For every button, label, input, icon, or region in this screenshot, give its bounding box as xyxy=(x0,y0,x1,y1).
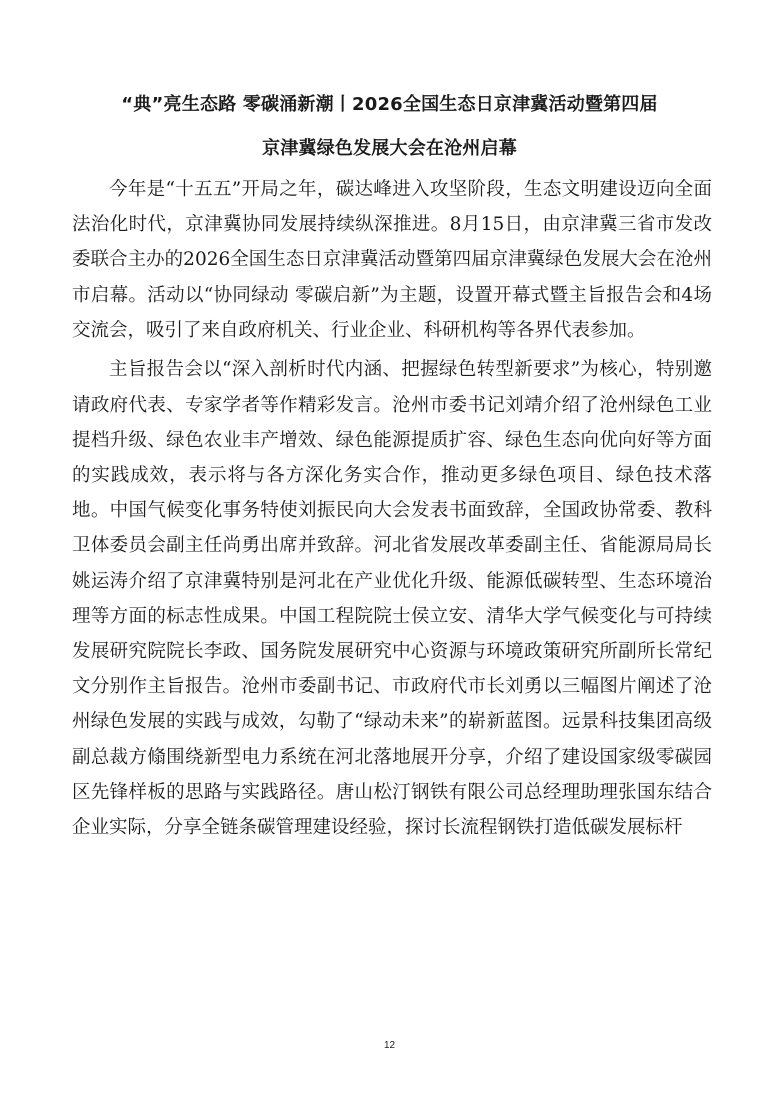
paragraph-keynote: 主旨报告会以“深入剖析时代内涵、把握绿色转型新要求”为核心，特别邀请政府代表、专家学者等作精彩发言。沧州市委书记刘靖介绍了沧州绿色工业提档升级、绿色农业丰产增效、绿色能源提质扩容、绿色生态向优向好等方面的实践成效，表示将与各方深化务实合作，推动更多绿色项目、绿色技术落地。中国气候变化事务特使刘振民向大会发表书面致辞，全国政协常委、教科卫体委员会副主任尚勇出席并致辞。河北省发展改革委副主任、省能源局局长姚运涛介绍了京津冀特别是河北在产业优化升级、能源低碳转型、生态环境治理等方面的标志性成果。中国工程院院士侯立安、清华大学气候变化与可持续发展研究院院长李政、国务院发展研究中心资源与环境政策研究所副所长常纪文分别作主旨报告。沧州市委副书记、市政府代市长刘勇以三幅图片阐述了沧州绿色发展的实践与成效，勾勒了“绿动未来”的崭新蓝图。远景科技集团高级副总裁方翛围绕新型电力系统在河北落地展开分享，介绍了建设国家级零碳园区先锋样板的思路与实践路径。唐山松汀钢铁有限公司总经理助理张国东结合企业实际，分享全链条碳管理建设经验，探讨长流程钢铁打造低碳发展标杆 xyxy=(72,359,712,839)
page-number: 12 xyxy=(383,1040,396,1051)
article-title-line-1: “典”亮生态路 零碳涌新潮丨2026全国生态日京津冀活动暨第四届 xyxy=(121,94,658,115)
article-title-line-2: 京津冀绿色发展大会在沧州启幕 xyxy=(262,138,517,159)
paragraph-intro: 今年是“十五五”开局之年，碳达峰进入攻坚阶段，生态文明建设迈向全面法治化时代，京津冀协同发展持续纵深推进。8月15日，由京津冀三省市发改委联合主办的2026全国生态日京津冀活动暨第四届京津冀绿色发展大会在沧州市启幕。活动以“协同绿动 零碳启新”为主题，设置开幕式暨主旨报告会和4场交流会，吸引了来自政府机关、行业企业、科研机构等各界代表参加。 xyxy=(72,179,712,341)
article-body xyxy=(72,172,712,845)
